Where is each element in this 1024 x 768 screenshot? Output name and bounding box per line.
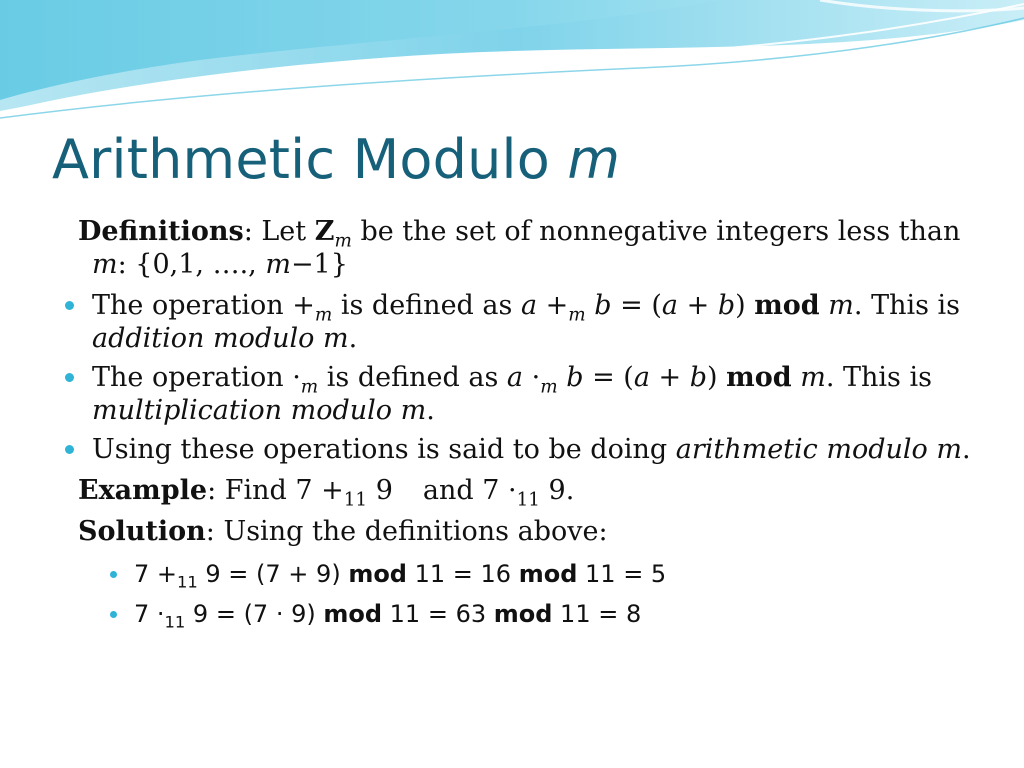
bullet-multiplication-modulo: The operation $\cdot_m$ is defined as $a \cdot_m$ b = (a + b) mod m. This is multiplication modulo m. [58,361,978,427]
sub-bullet-dot-icon [110,611,117,618]
solution-steps [58,556,978,632]
bullet-dot-icon [65,373,74,382]
sub-bullet-dot-icon [110,571,117,578]
header-wave-decoration [0,0,1024,130]
bullet-arithmetic-modulo: Using these operations is said to be doing arithmetic modulo m. [58,433,978,466]
solution-step-addition: $7 +_{11}$ 9 = (7 + 9) mod 11 = 16 mod 11 = 5 [58,556,978,592]
slide-title: Arithmetic Modulo m [52,128,621,191]
bullet-dot-icon [65,301,74,310]
bullet-addition-modulo: The operation $+_m$ is defined as $a +_m$ b = (a + b) mod m. This is addition modulo m. [58,289,978,355]
solution-line: Solution: Using the definitions above: [78,516,608,547]
solution-step-multiplication: $7 \cdot_{11}$ 9 = (7 · 9) mod 11 = 63 mod 11 = 8 [58,596,978,632]
definitions-paragraph: Definitions: Let $Z_m$ be the set of nonnegative integers less than m: {0,1, …., m−1} [78,216,961,280]
bullet-dot-icon [65,445,74,454]
example-line: Example: Find $7 +_{11}$ 9 and $7 \cdot_{11}$ 9. [78,475,575,511]
slide-content [58,215,978,636]
